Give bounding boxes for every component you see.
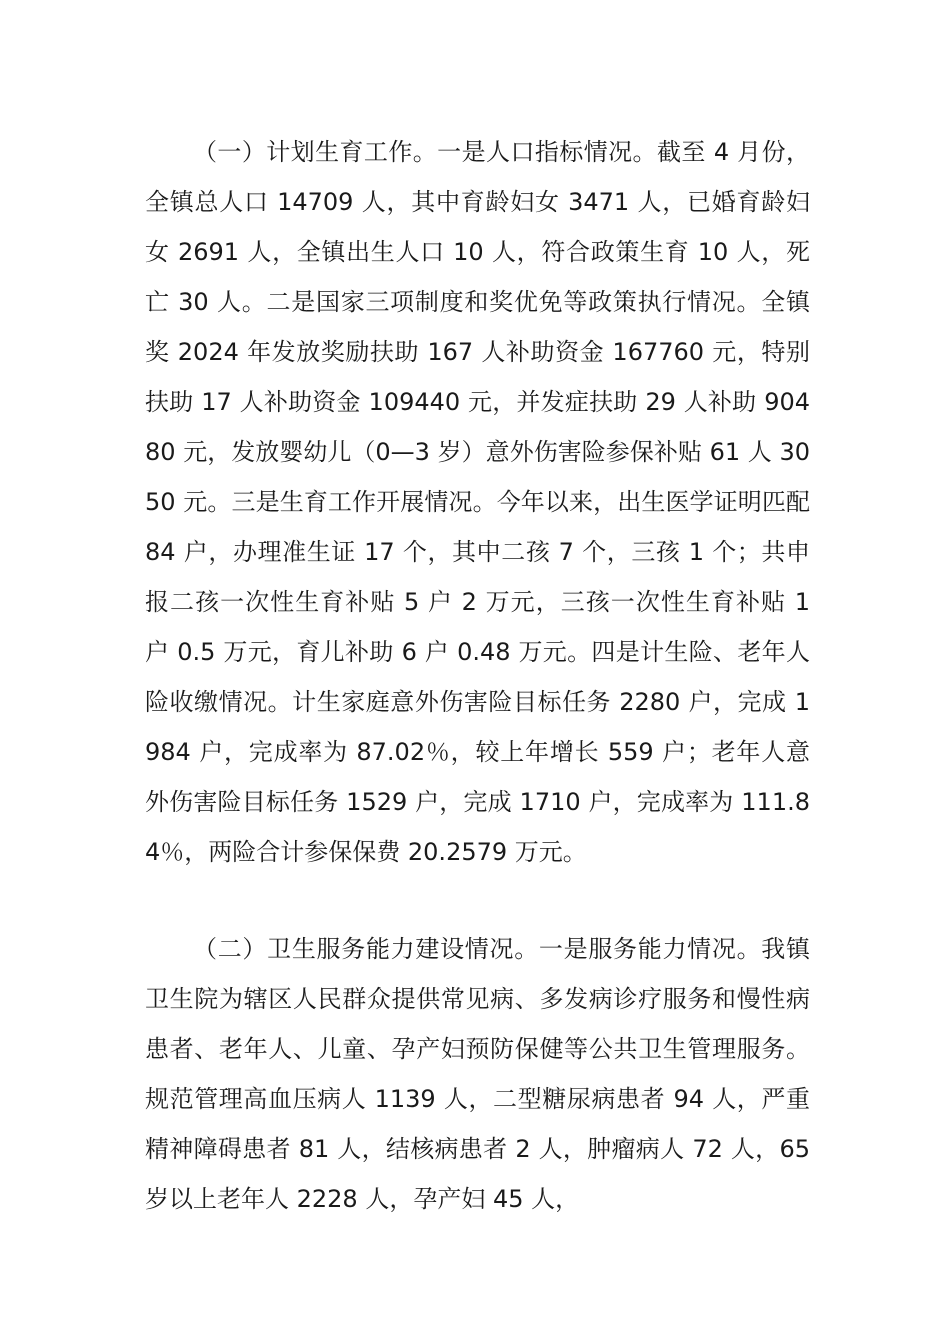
paragraph-family-planning: （一）计划生育工作。一是人口指标情况。截至 4 月份，全镇总人口 14709 人，其中育龄妇女 3471 人，已婚育龄妇女 2691 人，全镇出生人口 10 人，符合政策生育 10 人，死亡 30 人。二是国家三项制度和奖优免等政策执行情况。全镇奖 2024 年发放奖励扶助 167 人补助资金 167760 元，特别扶助 17 人补助资金 109440 元，并发症扶助 29 人补助 90480 元，发放婴幼儿（0—3 岁）意外伤害险参保补贴 61 人 3050 元。三是生育工作开展情况。今年以来，出生医学证明匹配 84 户，办理准生证 17 个，其中二孩 7 个，三孩 1 个；共申报二孩一次性生育补贴 5 户 2 万元，三孩一次性生育补贴 1 户 0.5 万元，育儿补助 6 户 0.48 万元。四是计生险、老年人险收缴情况。计生家庭意外伤害险目标任务 2280 户，完成 1984 户，完成率为 87.02％，较上年增长 559 户；老年人意外伤害险目标任务 1529 户，完成 1710 户，完成率为 111.84％，两险合计参保保费 20.2579 万元。	[145, 138, 810, 866]
paragraph-health-services: （二）卫生服务能力建设情况。一是服务能力情况。我镇卫生院为辖区人民群众提供常见病、多发病诊疗服务和慢性病患者、老年人、儿童、孕产妇预防保健等公共卫生管理服务。规范管理高血压病人 1139 人，二型糖尿病患者 94 人，严重精神障碍患者 81 人，结核病患者 2 人，肿瘤病人 72 人，65 岁以上老年人 2228 人，孕产妇 45 人，	[145, 935, 810, 1213]
